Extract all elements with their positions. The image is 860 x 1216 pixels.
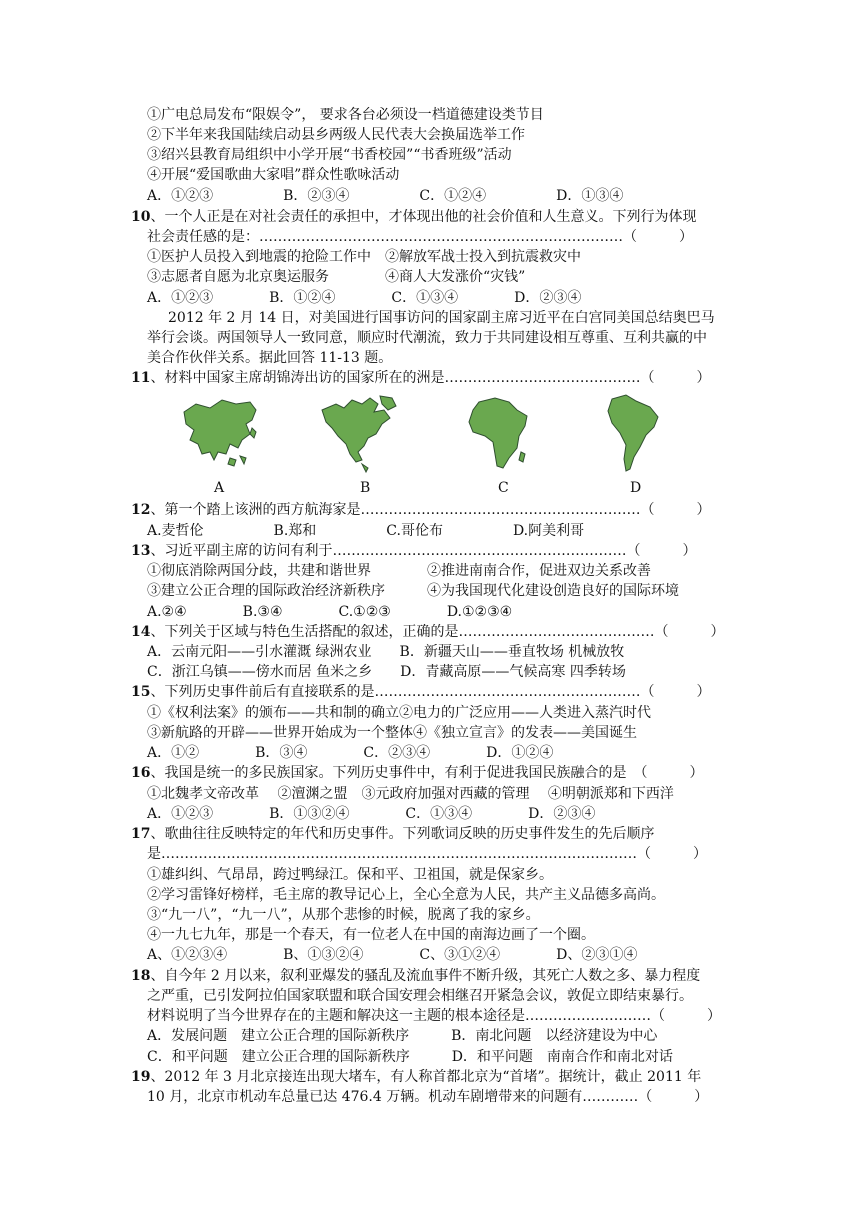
option-1: ①广电总局发布“限娱令”， 要求各台必须设一档道德建设类节目 <box>147 107 544 123</box>
q18-choices-cd: C．和平问题 建立公正合理的国际新秩序 D．和平问题 南南合作和南北对话 <box>147 1049 673 1065</box>
answer-choices-15: A．①② B．③④ C．②③④ D．①②④ <box>147 745 554 761</box>
question-text: 、下列历史事件前后有直接联系的是…………………………………………………（ ） <box>150 684 711 700</box>
material-text-1: 2012 年 2 月 14 日，对美国进行国事访问的国家副主席习近平在白宫同美国总结奥巴马 <box>168 310 715 326</box>
answer-choices-12: A.麦哲伦 B.郑和 C.哥伦布 D.阿美利哥 <box>147 523 585 539</box>
question-text: 、材料中国家主席胡锦涛出访的国家所在的洲是……………………………………（ ） <box>150 370 711 386</box>
map-label-a: A <box>214 480 225 496</box>
question-number: 13 <box>131 543 151 559</box>
option-4: ④开展“爱国歌曲大家唱”群众性歌咏活动 <box>147 167 400 183</box>
question-14 <box>131 623 724 641</box>
q17-lyric-4: ④一九七九年，那是一个春天，有一位老人在中国的南海边画了一个圈。 <box>147 927 595 943</box>
question-number: 19 <box>131 1069 151 1085</box>
answer-choices-13: A.②④ B.③④ C.①②③ D.①②③④ <box>147 604 513 620</box>
q13-option-1-2: ①彻底消除两国分歧，共建和谐世界 ②推进南南合作，促进双边关系改善 <box>147 563 651 579</box>
question-19 <box>131 1068 701 1086</box>
material-text-3: 美合作伙伴关系。据此回答 11-13 题。 <box>147 350 393 366</box>
question-text: 、2012 年 3 月北京接连出现大堵车，有人称首都北京为“首堵”。据统计，截止 2011 年 <box>150 1069 702 1085</box>
q16-options: ①北魏孝文帝改革 ②澶渊之盟 ③元政府加强对西藏的管理 ④明朝派郑和下西洋 <box>147 786 674 802</box>
answer-choices-16: A．①②③ B．①③②④ C．①③④ D．②③④ <box>147 806 596 822</box>
question-text: 、歌曲往往反映特定的年代和历史事件。下列歌词反映的历史事件发生的先后顺序 <box>150 826 655 842</box>
answer-choices-9: A．①②③ B．②③④ C．①②④ D．①③④ <box>147 188 624 204</box>
question-text: 、自今年 2 月以来，叙利亚爆发的骚乱及流血事件不断升级，其死亡人数之多、暴力程度 <box>150 968 701 984</box>
question-12 <box>131 501 710 519</box>
map-label-d: D <box>630 480 642 496</box>
question-18 <box>131 967 700 985</box>
option-3: ③绍兴县教育局组织中小学开展“书香校园”“书香班级”活动 <box>147 147 512 163</box>
q17-lyric-1: ①雄纠纠、气昂昂，跨过鸭绿江。保和平、卫祖国，就是保家乡。 <box>147 867 553 883</box>
q17-lyric-2: ②学习雷锋好榜样，毛主席的教导记心上，全心全意为人民，共产主义品德多高尚。 <box>147 887 665 903</box>
map-label-b: B <box>360 480 371 496</box>
south-america-map <box>604 393 664 475</box>
question-number: 12 <box>131 502 151 518</box>
option-2: ②下半年来我国陆续启动县乡两级人民代表大会换届选举工作 <box>147 127 525 143</box>
question-text: 、我国是统一的多民族国家。下列历史事件中，有利于促进我国民族融合的是 （ ） <box>150 765 704 781</box>
q10-option-3-4: ③志愿者自愿为北京奥运服务 ④商人大发涨价“灾钱” <box>147 269 526 285</box>
question-17 <box>131 825 654 843</box>
question-number: 15 <box>131 684 151 700</box>
question-number: 18 <box>131 968 151 984</box>
q18-choices-ab: A．发展问题 建立公正合理的国际新秩序 B．南北问题 以经济建设为中心 <box>147 1028 658 1044</box>
question-number: 17 <box>131 826 151 842</box>
question-text: 、下列关于区域与特色生活搭配的叙述，正确的是……………………………………（ ） <box>150 624 725 640</box>
question-19-cont: 10 月，北京市机动车总量已达 476.4 万辆。机动车剧增带来的问题有…………（ ） <box>147 1089 709 1105</box>
question-number: 11 <box>131 370 151 386</box>
q17-lyric-3: ③“九一八”，“九一八”，从那个悲惨的时候，脱离了我的家乡。 <box>147 907 540 923</box>
question-13 <box>131 542 696 560</box>
q15-option-3-4: ③新航路的开辟——世界开始成为一个整体④《独立宣言》的发表——美国诞生 <box>147 725 637 741</box>
answer-choices-17: A、①②③④ B、①③②④ C、③①②④ D、②③①④ <box>147 947 638 963</box>
q15-option-1-2: ①《权利法案》的颁布——共和制的确立②电力的广泛应用——人类进入蒸汽时代 <box>147 705 651 721</box>
question-18-cont-2: 材料说明了当今世界存在的主题和解决这一主题的根本途径是………………………（ ） <box>147 1008 721 1024</box>
question-10 <box>131 208 696 226</box>
question-text: 、第一个踏上该洲的西方航海家是……………………………………………………（ ） <box>150 502 711 518</box>
answer-choices-10: A．①②③ B．①②④ C．①③④ D．②③④ <box>147 290 582 306</box>
africa-map <box>465 396 535 474</box>
question-11 <box>131 369 710 387</box>
q14-choices-cd: C．浙江乌镇——傍水而居 鱼米之乡 D．青藏高原——气候高寒 四季转场 <box>147 664 626 680</box>
material-text-2: 举行会谈。两国领导人一致同意，顺应时代潮流，致力于共同建设相互尊重、互利共赢的中 <box>147 330 707 346</box>
question-18-cont-1: 之严重，已引发阿拉伯国家联盟和联合国安理会相继召开紧急会议，敦促立即结束暴行。 <box>147 988 693 1004</box>
question-16 <box>131 764 703 782</box>
asia-map <box>180 394 260 474</box>
question-15 <box>131 683 710 701</box>
q10-option-1-2: ①医护人员投入到地震的抢险工作中 ②解放军战士投入到抗震救灾中 <box>147 249 581 265</box>
question-number: 16 <box>131 765 151 781</box>
question-text: 、一个人正是在对社会责任的承担中，才体现出他的社会价值和人生意义。下列行为体现 <box>150 209 697 225</box>
q14-choices-ab: A．云南元阳——引水灌溉 绿洲农业 B．新疆天山——垂直牧场 机械放牧 <box>147 644 625 660</box>
question-number: 14 <box>131 624 151 640</box>
map-label-c: C <box>498 480 509 496</box>
question-text: 、习近平副主席的访问有利于………………………………………………………（ ） <box>150 543 697 559</box>
north-america-map <box>318 394 404 474</box>
question-number: 10 <box>131 209 151 225</box>
question-10-cont: 社会责任感的是：……………………………………………………………………（ ） <box>147 229 693 245</box>
q13-option-3-4: ③建立公正合理的国际政治经济新秩序 ④为我国现代化建设创造良好的国际环境 <box>147 583 679 599</box>
question-17-cont: 是…………………………………………………………………………………………（ ） <box>147 846 707 862</box>
